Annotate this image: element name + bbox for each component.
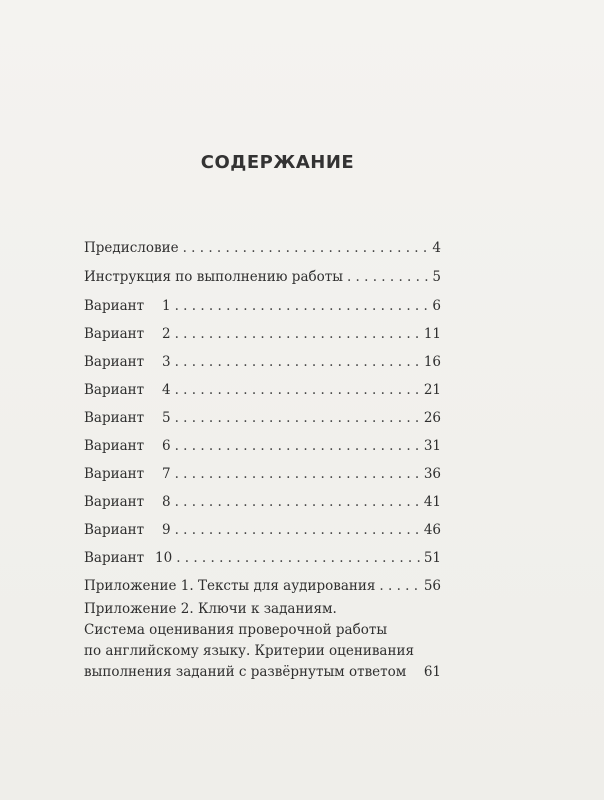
toc-entry-line: Система оценивания проверочной работы xyxy=(84,622,388,638)
toc-variant-word: Вариант xyxy=(84,494,145,510)
toc-variant-word: Вариант xyxy=(84,326,145,342)
toc-leader-dots xyxy=(175,438,420,454)
toc-entry-variant-1[interactable] xyxy=(84,298,441,318)
toc-page-number: 31 xyxy=(423,438,441,454)
toc-variant-word: Вариант xyxy=(84,410,145,426)
toc-leader-dots xyxy=(347,269,428,285)
toc-page-number: 41 xyxy=(423,494,441,510)
toc-variant-number: 4 xyxy=(162,382,171,398)
toc-variant-word: Вариант xyxy=(84,550,145,566)
toc-page-number: 6 xyxy=(432,298,441,314)
toc-page-number: 5 xyxy=(432,269,441,285)
toc-leader-dots xyxy=(175,382,420,398)
toc-variant-word: Вариант xyxy=(84,522,145,538)
toc-entry-instructions[interactable] xyxy=(84,269,441,289)
toc-page-number: 61 xyxy=(423,664,441,680)
toc-entry-label: Приложение 1. Тексты для аудирования xyxy=(84,578,376,594)
toc-variant-number: 2 xyxy=(162,326,171,342)
toc-entry-variant-10[interactable] xyxy=(84,550,441,570)
toc-entry-line: выполнения заданий с развёрнутым ответом xyxy=(84,664,407,680)
toc-entry-variant-2[interactable] xyxy=(84,326,441,346)
toc-variant-number: 6 xyxy=(162,438,171,454)
toc-entry-variant-6[interactable] xyxy=(84,438,441,458)
toc-leader-dots xyxy=(175,494,420,510)
toc-entry-variant-5[interactable] xyxy=(84,410,441,430)
toc-leader-dots xyxy=(175,410,420,426)
toc-entry-variant-4[interactable] xyxy=(84,382,441,402)
toc-variant-number: 10 xyxy=(155,550,173,566)
toc-entry-variant-7[interactable] xyxy=(84,466,441,486)
toc-variant-number: 9 xyxy=(162,522,171,538)
toc-entry-preface[interactable] xyxy=(84,240,441,260)
toc-leader-dots xyxy=(176,550,420,566)
toc-entry-variant-8[interactable] xyxy=(84,494,441,514)
toc-entry-line: по английскому языку. Критерии оценивания xyxy=(84,643,414,659)
toc-variant-number: 3 xyxy=(162,354,171,370)
toc-entry-label: Предисловие xyxy=(84,240,179,256)
toc-variant-word: Вариант xyxy=(84,466,145,482)
toc-leader-dots xyxy=(183,240,429,256)
toc-variant-number: 8 xyxy=(162,494,171,510)
toc-page-number: 11 xyxy=(423,326,441,342)
toc-leader-dots xyxy=(175,354,420,370)
page-title: СОДЕРЖАНИЕ xyxy=(200,152,355,173)
toc-entry-appendix-1[interactable] xyxy=(84,578,441,598)
toc-variant-word: Вариант xyxy=(84,438,145,454)
toc-entry-label: Инструкция по выполнению работы xyxy=(84,269,343,285)
toc-leader-dots xyxy=(175,466,420,482)
toc-page-number: 26 xyxy=(423,410,441,426)
toc-entry-line: Приложение 2. Ключи к заданиям. xyxy=(84,601,337,617)
toc-leader-dots xyxy=(175,298,429,314)
toc-leader-dots xyxy=(175,326,420,342)
toc-entry-variant-3[interactable] xyxy=(84,354,441,374)
toc-page-number: 36 xyxy=(423,466,441,482)
toc-variant-number: 1 xyxy=(162,298,171,314)
toc-page-number: 51 xyxy=(423,550,441,566)
toc-page-number: 16 xyxy=(423,354,441,370)
toc-page-number: 46 xyxy=(423,522,441,538)
toc-entry-variant-9[interactable] xyxy=(84,522,441,542)
toc-entry-appendix-2[interactable] xyxy=(84,599,441,683)
toc-variant-word: Вариант xyxy=(84,382,145,398)
toc-variant-word: Вариант xyxy=(84,354,145,370)
toc-leader-dots xyxy=(379,578,419,594)
toc-page-number: 4 xyxy=(432,240,441,256)
toc-page-number: 56 xyxy=(423,578,441,594)
toc-page-number: 21 xyxy=(423,382,441,398)
toc-variant-number: 7 xyxy=(162,466,171,482)
toc-leader-dots xyxy=(175,522,420,538)
toc-variant-number: 5 xyxy=(162,410,171,426)
toc-variant-word: Вариант xyxy=(84,298,145,314)
